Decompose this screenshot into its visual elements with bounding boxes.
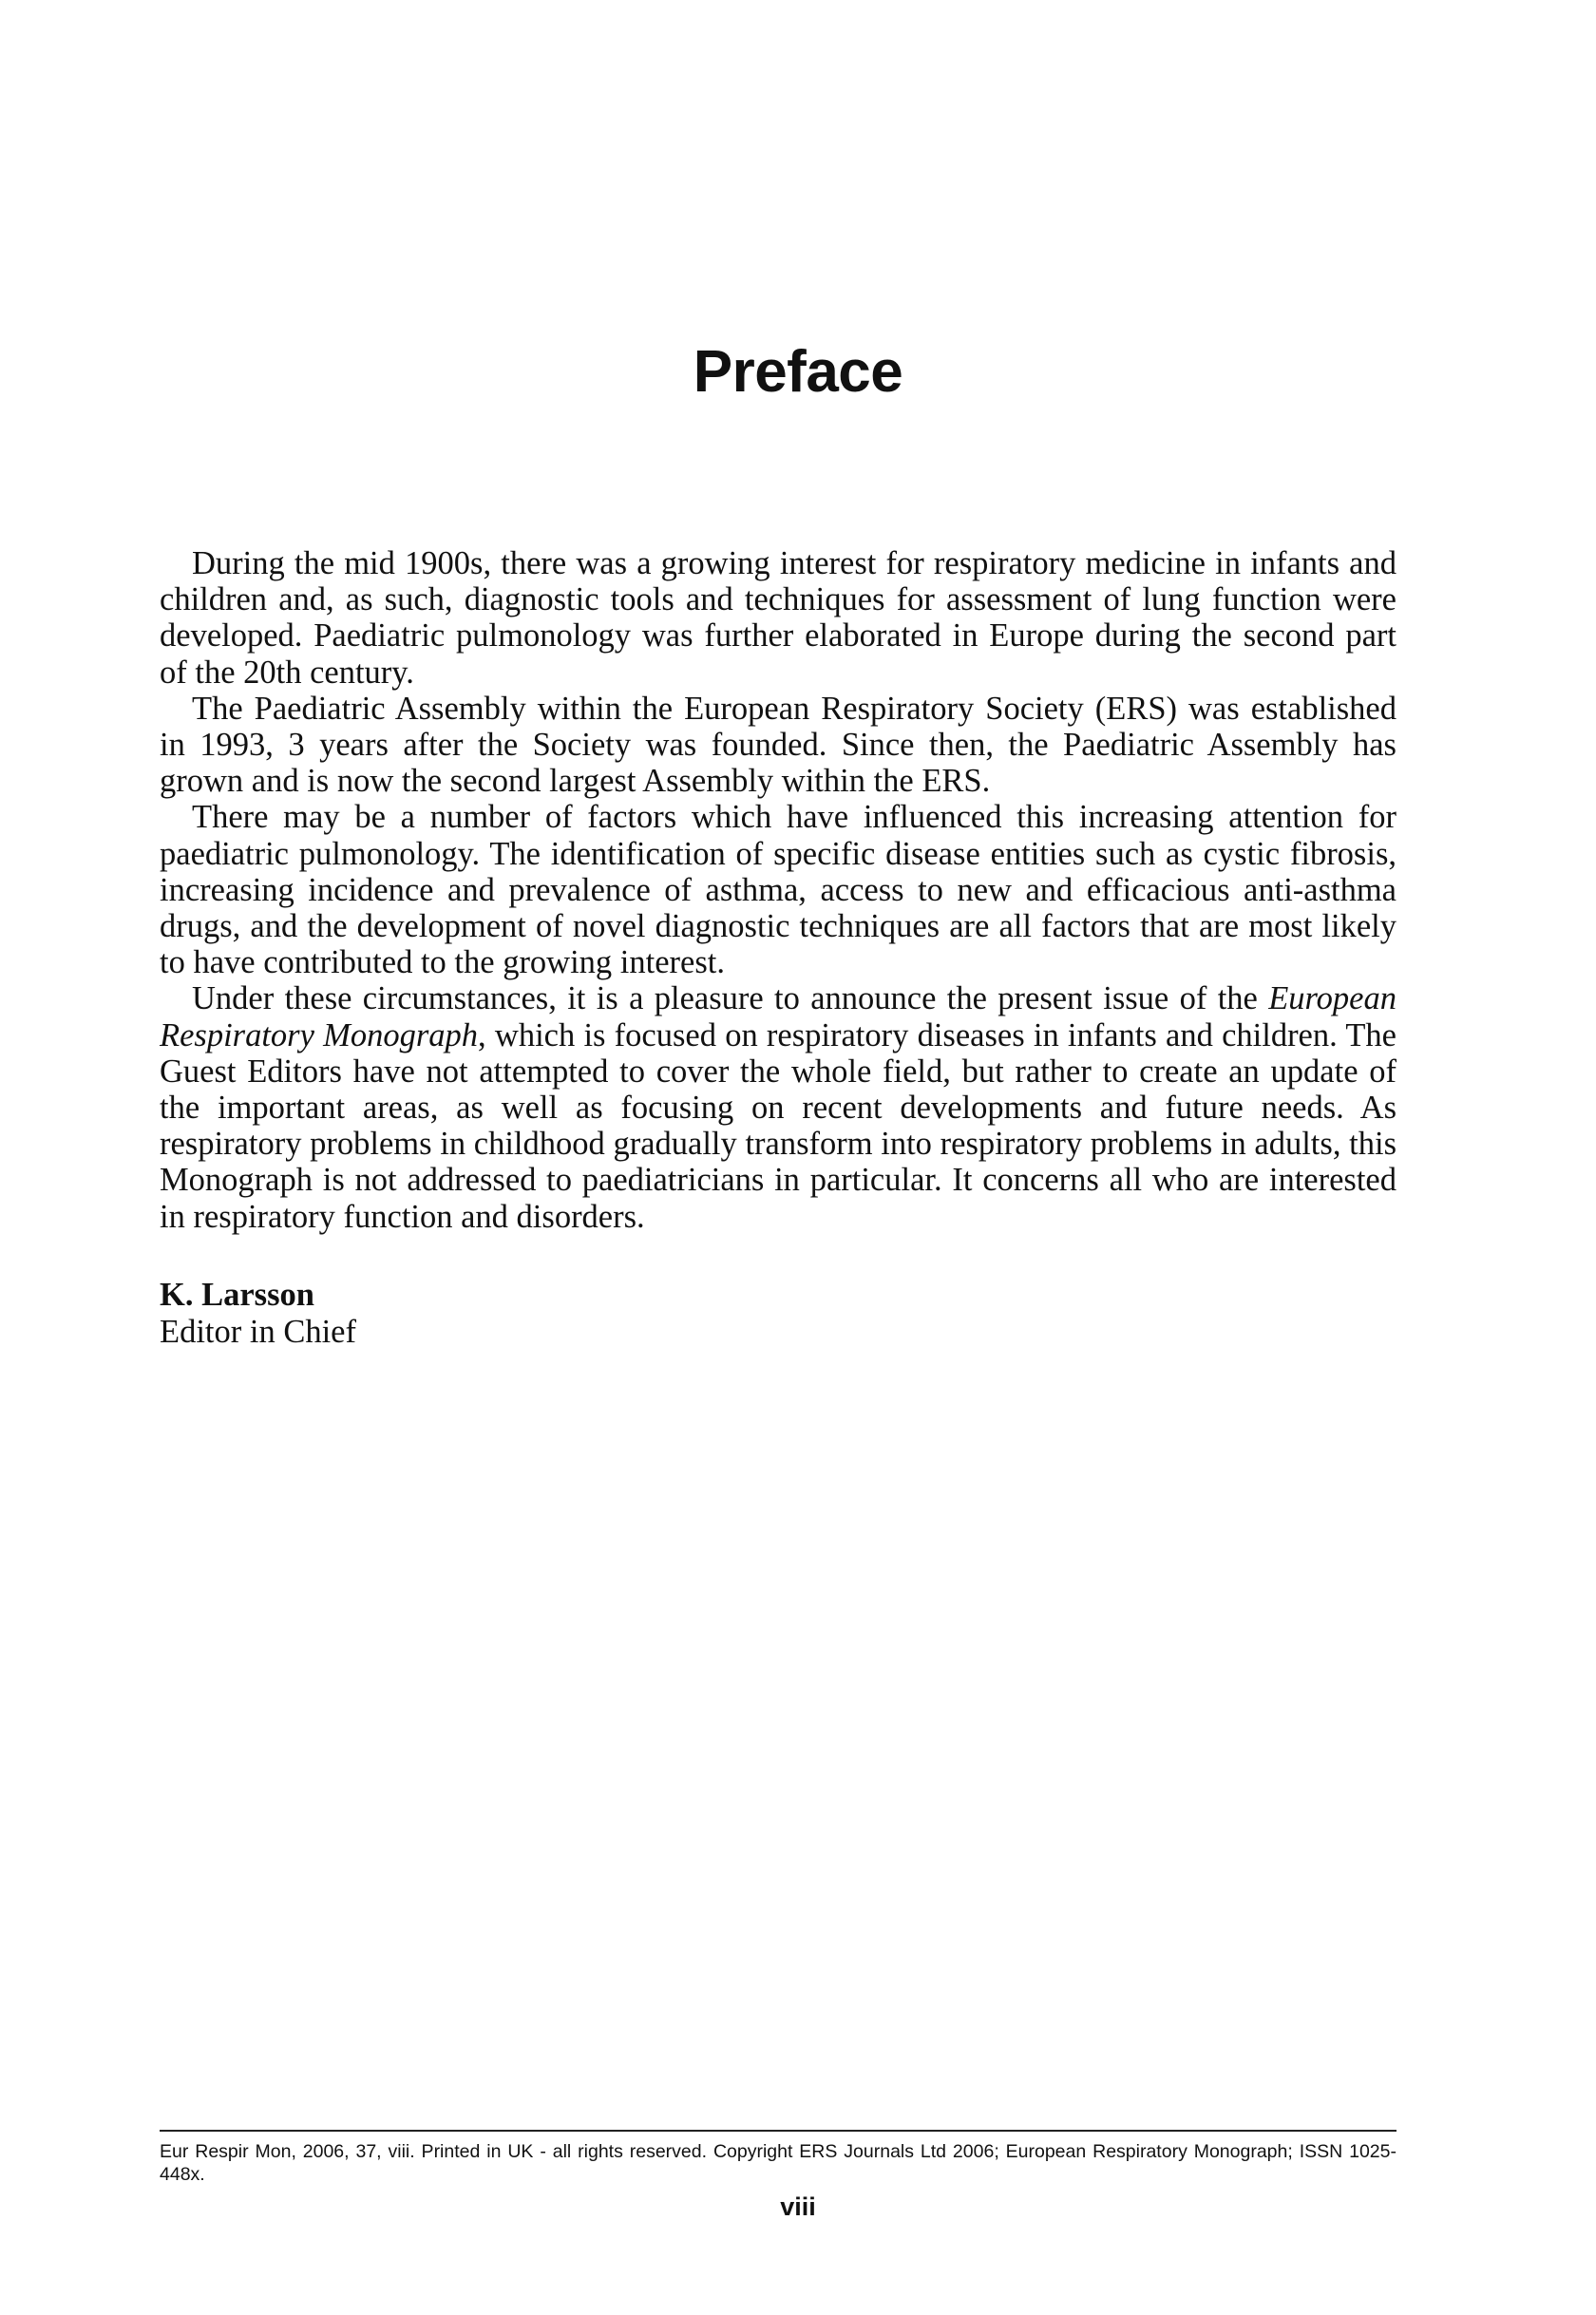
footer-citation: Eur Respir Mon, 2006, 37, viii. Printed in UK - all rights reserved. Copyright ERS Journals Ltd 2006; European Respiratory Monograph; ISSN 1025-448x. — [160, 2141, 1396, 2185]
paragraph-4 — [160, 980, 1396, 1234]
paragraph-4-rest: , which is focused on respiratory diseases in infants and children. The Guest Editors have not attempted to cover the whole field, but rather to create an update of the important areas, as well as focusing on recent developments and future needs. As respiratory problems in childhood gradually transform into respiratory problems in adults, this Monograph is not addressed to paediatricians in particular. It concerns all who are interested in respiratory function and disorders. — [160, 1016, 1396, 1235]
paragraph-3: There may be a number of factors which have influenced this increasing attention for paediatric pulmonology. The identification of specific disease entities such as cystic fibrosis, increasing incidence and prevalence of asthma, access to new and efficacious anti-asthma drugs, and the development of novel diagnostic techniques are all factors that are most likely to have contributed to the growing interest. — [160, 799, 1396, 981]
signature-role: Editor in Chief — [160, 1313, 356, 1350]
page-title: Preface — [693, 339, 903, 405]
signature-block — [160, 1277, 356, 1350]
paragraph-4-lead: Under these circumstances, it is a pleasure to announce the present issue of the — [192, 980, 1269, 1017]
monograph-title-italic: European Respiratory Monograph — [160, 980, 1396, 1053]
signature-name: K. Larsson — [160, 1277, 314, 1313]
preface-body — [160, 545, 1396, 1235]
paragraph-1: During the mid 1900s, there was a growing interest for respiratory medicine in infants and children and, as such, diagnostic tools and techniques for assessment of lung function were developed. Paediatric pulmonology was further elaborated in Europe during the second part of the 20th century. — [160, 545, 1396, 691]
page-number: viii — [780, 2192, 816, 2221]
footer-divider — [160, 2130, 1396, 2132]
paragraph-2: The Paediatric Assembly within the European Respiratory Society (ERS) was established in 1993, 3 years after the Society was founded. Since then, the Paediatric Assembly has grown and is now the second largest Assembly within the ERS. — [160, 690, 1396, 800]
